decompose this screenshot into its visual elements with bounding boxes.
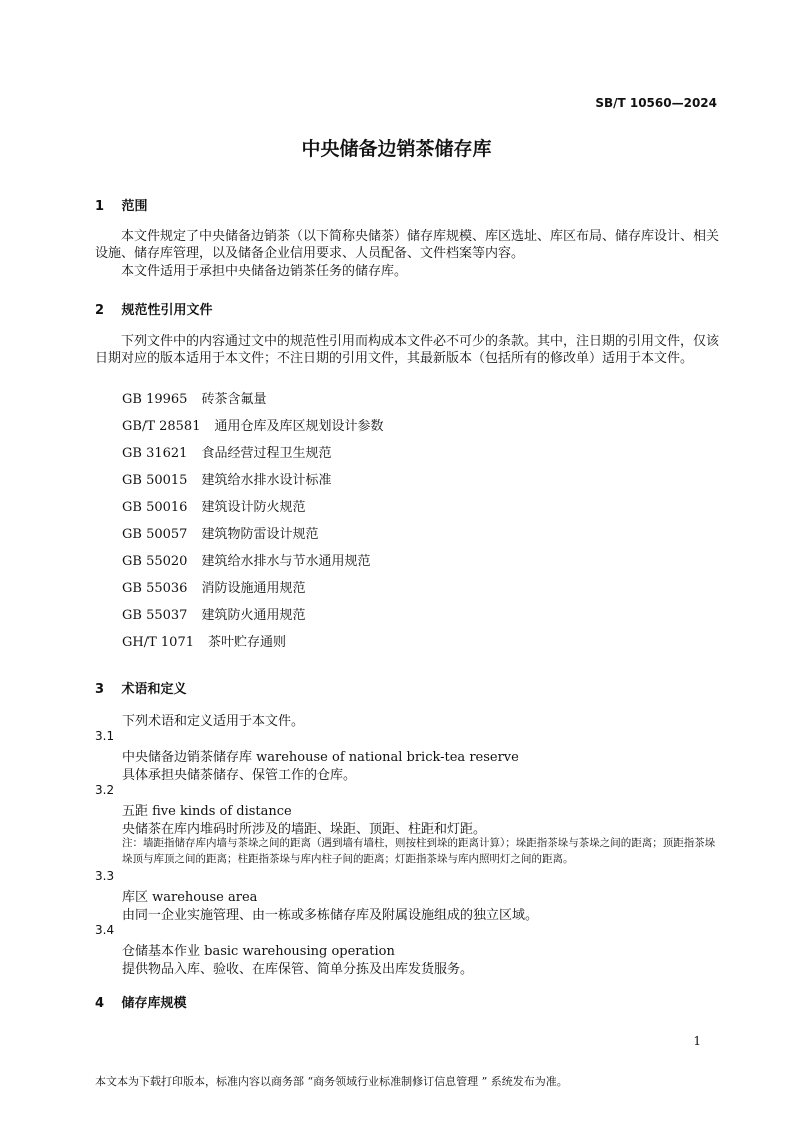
section-number: 1 [95, 199, 105, 214]
term-definition: 由同一企业实施管理、由一栋或多栋储存库及附属设施组成的独立区域。 [122, 908, 539, 923]
reference-code: GB/T 28581 [122, 419, 201, 434]
section-number: 3 [95, 682, 105, 697]
reference-item [122, 550, 370, 569]
reference-item [122, 496, 305, 515]
reference-code: GB 19965 [122, 392, 188, 407]
reference-code: GB 50057 [122, 527, 188, 542]
standard-code: SB/T 10560—2024 [595, 96, 717, 110]
reference-item [122, 442, 331, 461]
reference-title: 茶叶贮存通则 [208, 635, 287, 650]
term-name: 库区 warehouse area [122, 890, 258, 905]
term-note: 注：墙距指储存库内墙与茶垛之间的距离（遇到墙有墙柱，则按柱到垛的距离计算）；垛距指茶垛与茶垛之间的距离；顶距指茶垛垛顶与库顶之间的距离；柱距指茶垛与库内柱子间的距离；灯距指茶垛与库内照明灯之间的距离。 [122, 837, 716, 865]
page-title: 中央储备边销茶储存库 [301, 138, 492, 160]
section-title: 范围 [121, 199, 148, 214]
term-definition: 提供物品入库、验收、在库保管、简单分拣及出库发货服务。 [122, 962, 474, 977]
reference-item [122, 469, 331, 488]
term-name: 中央储备边销茶储存库 warehouse of national brick-tea reserve [122, 750, 519, 765]
reference-title: 砖茶含氟量 [201, 392, 267, 407]
term-name: 仓储基本作业 basic warehousing operation [122, 944, 395, 959]
reference-item [122, 523, 318, 542]
reference-code: GB 50016 [122, 500, 188, 515]
section-heading-terms [95, 678, 187, 697]
term-definition: 具体承担央储茶储存、保管工作的仓库。 [122, 768, 357, 783]
section-heading-scale [95, 992, 187, 1011]
reference-item [122, 631, 286, 650]
reference-title: 建筑物防雷设计规范 [201, 527, 319, 542]
reference-code: GB 55020 [122, 554, 188, 569]
reference-title: 建筑防火通用规范 [201, 608, 306, 623]
section-title: 规范性引用文件 [121, 303, 213, 318]
reference-code: GB 55036 [122, 581, 188, 596]
reference-item [122, 388, 266, 407]
term-name: 五距 five kinds of distance [122, 804, 292, 819]
term-number: 3.2 [95, 783, 115, 797]
section-heading-scope [95, 195, 148, 214]
reference-title: 建筑设计防火规范 [201, 500, 306, 515]
reference-title: 食品经营过程卫生规范 [201, 446, 332, 461]
term-number: 3.3 [95, 869, 115, 883]
reference-item [122, 415, 384, 434]
term-number: 3.4 [95, 923, 115, 937]
terms-intro: 下列术语和定义适用于本文件。 [122, 714, 305, 729]
page-number: 1 [693, 1034, 701, 1048]
section-heading-normative-refs [95, 299, 213, 318]
reference-code: GB 31621 [122, 446, 188, 461]
section-title: 储存库规模 [121, 996, 187, 1011]
reference-code: GB 55037 [122, 608, 188, 623]
scope-paragraph-2: 本文件适用于承担中央储备边销茶任务的储存库。 [121, 264, 408, 279]
normative-refs-intro: 下列文件中的内容通过文中的规范性引用而构成本文件必不可少的条款。其中，注日期的引用文件，仅该日期对应的版本适用于本文件；不注日期的引用文件，其最新版本（包括所有的修改单）适用于本文件。 [95, 334, 720, 366]
reference-code: GH/T 1071 [122, 635, 194, 650]
section-number: 4 [95, 996, 105, 1011]
term-number: 3.1 [95, 729, 115, 743]
footer-notice: 本文本为下载打印版本，标准内容以商务部 “商务领域行业标准制修订信息管理 ” 系统发布为准。 [95, 1075, 568, 1088]
term-definition: 央储茶在库内堆码时所涉及的墙距、垛距、顶距、柱距和灯距。 [122, 822, 487, 837]
reference-title: 消防设施通用规范 [201, 581, 306, 596]
section-number: 2 [95, 303, 105, 318]
reference-title: 建筑给水排水设计标准 [201, 473, 332, 488]
reference-title: 通用仓库及库区规划设计参数 [214, 419, 384, 434]
reference-item [122, 604, 305, 623]
scope-paragraph-1: 本文件规定了中央储备边销茶（以下简称央储茶）储存库规模、库区选址、库区布局、储存库设计、相关设施、储存库管理，以及储备企业信用要求、人员配备、文件档案等内容。 [95, 229, 720, 261]
section-title: 术语和定义 [121, 682, 187, 697]
reference-title: 建筑给水排水与节水通用规范 [201, 554, 371, 569]
reference-code: GB 50015 [122, 473, 188, 488]
reference-item [122, 577, 305, 596]
